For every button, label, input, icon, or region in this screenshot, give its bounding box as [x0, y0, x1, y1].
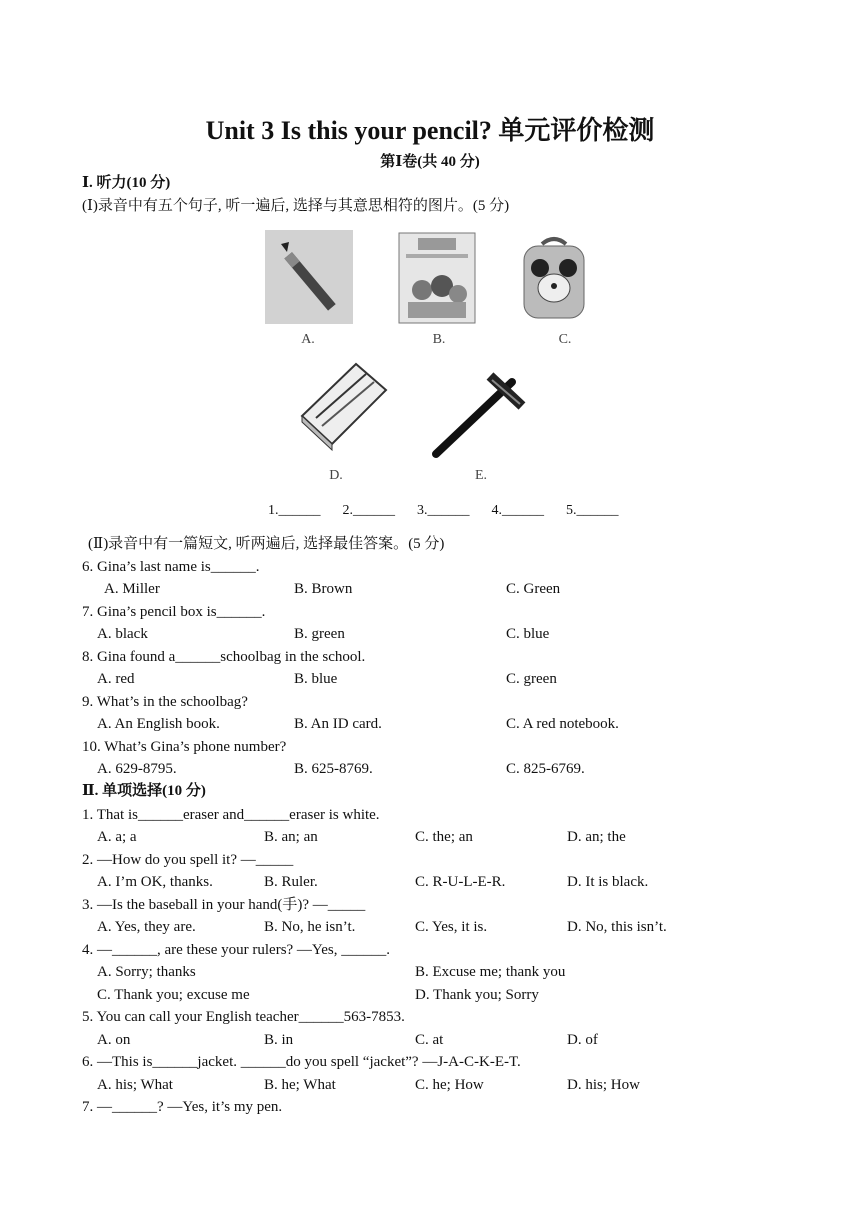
mc-option-6a[interactable]: A. his; What — [97, 1077, 173, 1093]
mc-option-5d[interactable]: D. of — [567, 1032, 598, 1048]
answer-blanks — [268, 503, 641, 519]
page-title: Unit 3 Is this your pencil? 单元评价检测 — [205, 116, 655, 145]
option-6b[interactable]: B. Brown — [294, 581, 353, 597]
schoolbag-icon — [514, 234, 594, 322]
mc-option-1a[interactable]: A. a; a — [97, 829, 137, 845]
mc-option-3a[interactable]: A. Yes, they are. — [97, 919, 196, 935]
option-7b[interactable]: B. green — [294, 626, 345, 642]
mc-option-3b[interactable]: B. No, he isn’t. — [264, 919, 356, 935]
mc-question-4: 4. —______, are these your rulers? —Yes, ______. — [82, 942, 391, 958]
option-8c[interactable]: C. green — [506, 671, 557, 687]
mc-option-5a[interactable]: A. on — [97, 1032, 131, 1048]
option-9b[interactable]: B. An ID card. — [294, 716, 382, 732]
answer-blank-3[interactable]: 3.______ — [417, 503, 470, 518]
mc-question-1: 1. That is______eraser and______eraser is white. — [82, 807, 380, 823]
mc-option-6b[interactable]: B. he; What — [264, 1077, 336, 1093]
section2-heading: Ⅱ. 单项选择(10 分) — [82, 783, 206, 799]
mc-option-5b[interactable]: B. in — [264, 1032, 294, 1048]
answer-blank-2[interactable]: 2.______ — [342, 503, 395, 518]
option-9c[interactable]: C. A red notebook. — [506, 716, 619, 732]
picture-label-b: B. — [432, 332, 446, 347]
option-10c[interactable]: C. 825-6769. — [506, 761, 585, 777]
option-8b[interactable]: B. blue — [294, 671, 338, 687]
option-8a[interactable]: A. red — [97, 671, 135, 687]
mc-option-4d[interactable]: D. Thank you; Sorry — [415, 987, 539, 1003]
mc-option-2c[interactable]: C. R-U-L-E-R. — [415, 874, 506, 890]
picture-label-a: A. — [301, 332, 315, 347]
question-7: 7. Gina’s pencil box is______. — [82, 604, 266, 620]
pencil-box-icon — [296, 360, 390, 452]
mc-option-4c[interactable]: C. Thank you; excuse me — [97, 987, 250, 1003]
mc-option-3d[interactable]: D. No, this isn’t. — [567, 919, 667, 935]
question-6: 6. Gina’s last name is______. — [82, 559, 260, 575]
page-subtitle: 第Ⅰ卷(共 40 分) — [380, 154, 480, 170]
mc-option-2d[interactable]: D. It is black. — [567, 874, 649, 890]
mc-option-3c[interactable]: C. Yes, it is. — [415, 919, 488, 935]
mc-option-6c[interactable]: C. he; How — [415, 1077, 484, 1093]
answer-blank-5[interactable]: 5.______ — [566, 503, 619, 518]
pencil-icon — [265, 230, 353, 324]
part2-instructions: (Ⅱ)录音中有一篇短文, 听两遍后, 选择最佳答案。(5 分) — [88, 536, 445, 552]
picture-label-c: C. — [558, 332, 572, 347]
mc-option-4b[interactable]: B. Excuse me; thank you — [415, 964, 566, 980]
option-6a[interactable]: A. Miller — [104, 581, 160, 597]
option-7c[interactable]: C. blue — [506, 626, 550, 642]
option-7a[interactable]: A. black — [97, 626, 148, 642]
mc-question-3: 3. —Is the baseball in your hand(手)? —_____ — [82, 897, 366, 913]
mc-question-2: 2. —How do you spell it? —_____ — [82, 852, 294, 868]
option-10a[interactable]: A. 629-8795. — [97, 761, 177, 777]
english-book-icon — [398, 232, 476, 324]
mc-option-6d[interactable]: D. his; How — [567, 1077, 640, 1093]
picture-label-e: E. — [474, 468, 488, 483]
mc-option-5c[interactable]: C. at — [415, 1032, 444, 1048]
question-10: 10. What’s Gina’s phone number? — [82, 739, 287, 755]
option-10b[interactable]: B. 625-8769. — [294, 761, 373, 777]
answer-blank-4[interactable]: 4.______ — [491, 503, 544, 518]
question-9: 9. What’s in the schoolbag? — [82, 694, 248, 710]
mc-question-6: 6. —This is______jacket. ______do you spell “jacket”? —J-A-C-K-E-T. — [82, 1054, 521, 1070]
option-6c[interactable]: C. Green — [506, 581, 561, 597]
mc-question-5: 5. You can call your English teacher______563-7853. — [82, 1009, 405, 1025]
mc-option-1d[interactable]: D. an; the — [567, 829, 626, 845]
option-9a[interactable]: A. An English book. — [97, 716, 220, 732]
mc-question-7: 7. —______? —Yes, it’s my pen. — [82, 1099, 283, 1115]
mc-option-1b[interactable]: B. an; an — [264, 829, 318, 845]
section1-heading: Ⅰ. 听力(10 分) — [82, 175, 171, 191]
answer-blank-1[interactable]: 1.______ — [268, 503, 321, 518]
question-8: 8. Gina found a______schoolbag in the school. — [82, 649, 366, 665]
part1-instructions: (Ⅰ)录音中有五个句子, 听一遍后, 选择与其意思相符的图片。(5 分) — [82, 198, 510, 214]
mc-option-2b[interactable]: B. Ruler. — [264, 874, 318, 890]
mc-option-1c[interactable]: C. the; an — [415, 829, 473, 845]
pen-icon — [430, 370, 526, 458]
mc-option-4a[interactable]: A. Sorry; thanks — [97, 964, 196, 980]
mc-option-2a[interactable]: A. I’m OK, thanks. — [97, 874, 213, 890]
picture-label-d: D. — [329, 468, 343, 483]
